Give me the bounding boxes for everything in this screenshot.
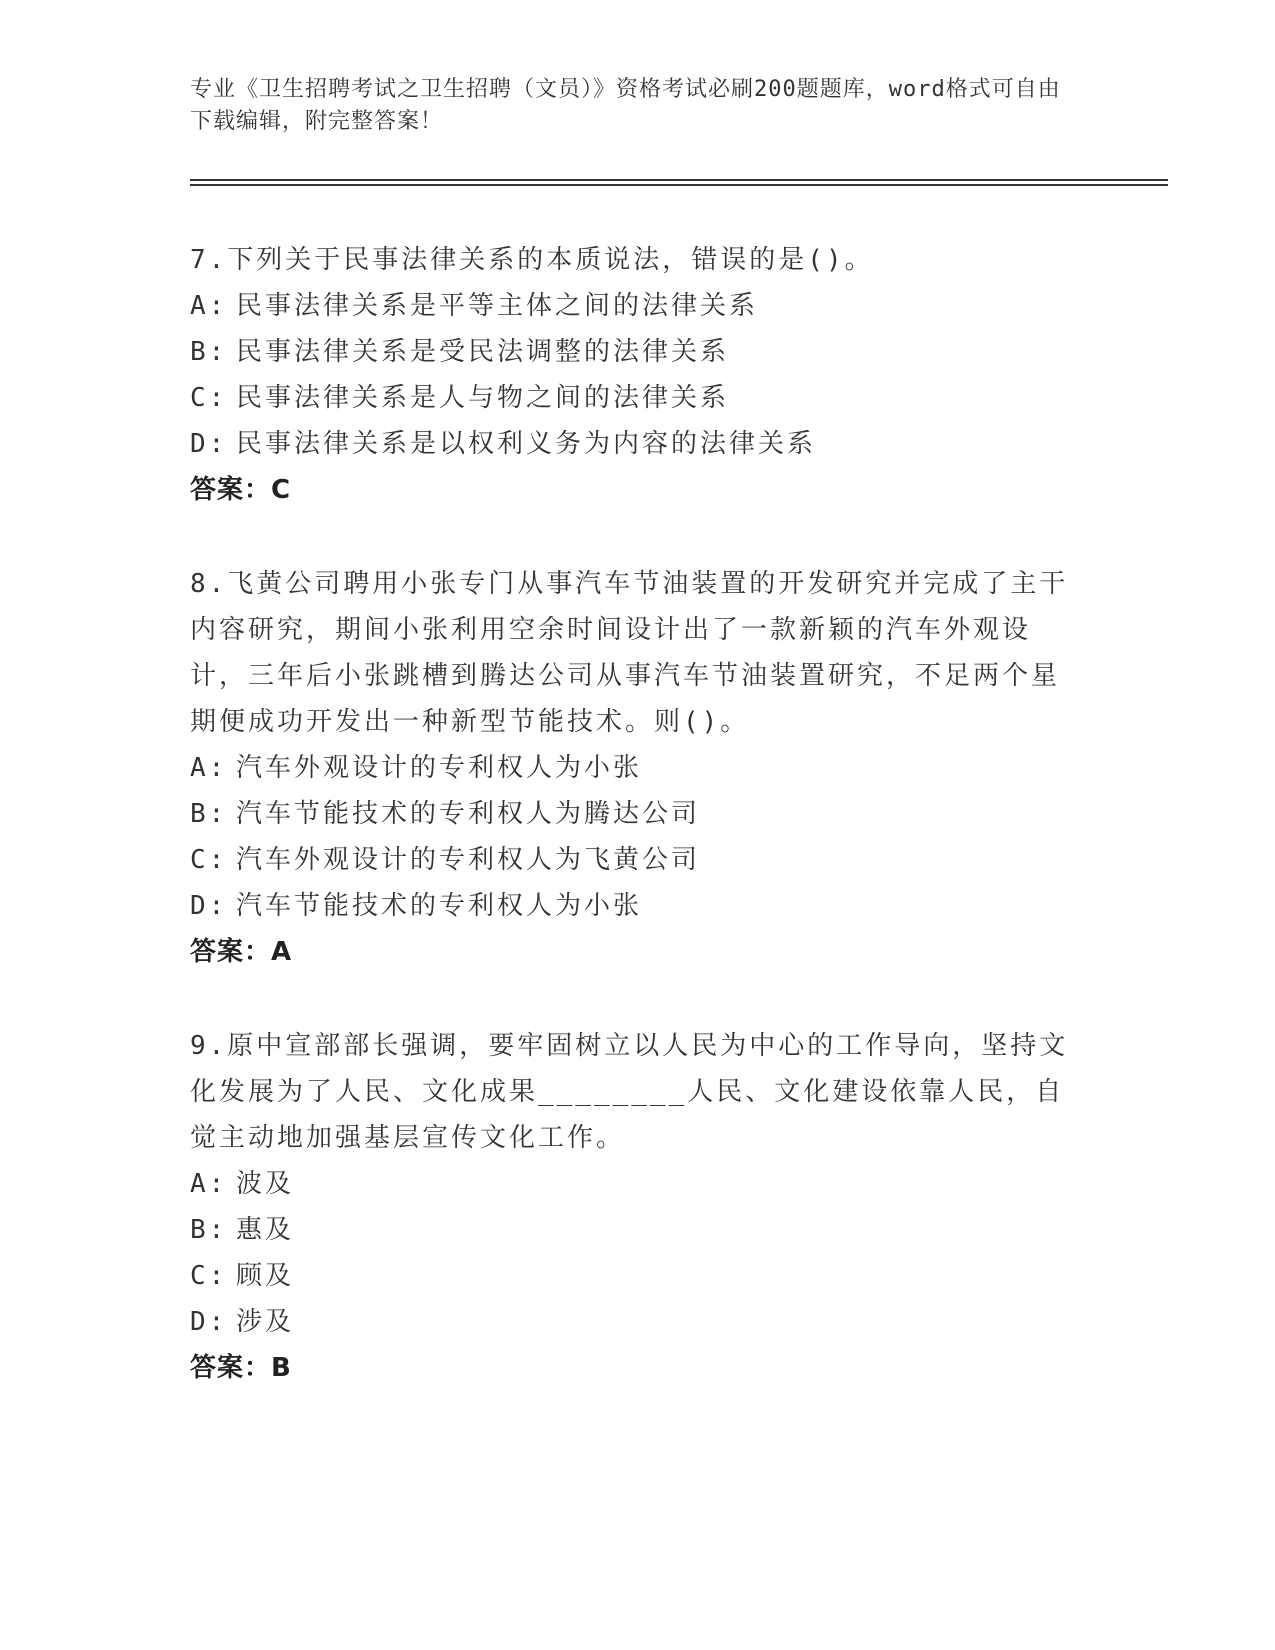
option-text: 波及 xyxy=(236,1169,295,1199)
option-key: D: xyxy=(190,1307,228,1337)
option-b xyxy=(190,329,1070,375)
option-key: B: xyxy=(190,1215,228,1245)
option-key: D: xyxy=(190,429,228,459)
option-key: B: xyxy=(190,799,228,829)
option-d xyxy=(190,883,1070,929)
header-divider-bottom xyxy=(190,184,1168,186)
option-key: A: xyxy=(190,291,228,321)
option-d xyxy=(190,421,1070,467)
option-key: D: xyxy=(190,891,228,921)
question-8 xyxy=(190,561,1070,975)
option-b xyxy=(190,791,1070,837)
option-a xyxy=(190,745,1070,791)
option-text: 汽车外观设计的专利权人为飞黄公司 xyxy=(236,845,701,875)
option-text: 涉及 xyxy=(236,1307,295,1337)
document-header: 专业《卫生招聘考试之卫生招聘（文员）》资格考试必刷200题题库，word格式可自由下载编辑，附完整答案！ xyxy=(190,77,1061,134)
answer-label: 答案：B xyxy=(190,1353,292,1383)
option-b xyxy=(190,1207,1070,1253)
option-key: C: xyxy=(190,845,228,875)
option-text: 顾及 xyxy=(236,1261,295,1291)
option-text: 汽车节能技术的专利权人为腾达公司 xyxy=(236,799,701,829)
option-key: A: xyxy=(190,1169,228,1199)
answer-label: 答案：C xyxy=(190,475,292,505)
option-text: 民事法律关系是以权利义务为内容的法律关系 xyxy=(236,429,817,459)
question-9 xyxy=(190,1023,1070,1391)
option-c xyxy=(190,1253,1070,1299)
option-a xyxy=(190,283,1070,329)
answer-label: 答案：A xyxy=(190,937,293,967)
question-stem: 8.飞黄公司聘用小张专门从事汽车节油装置的开发研究并完成了主干内容研究，期间小张利用空余时间设计出了一款新颖的汽车外观设计，三年后小张跳槽到腾达公司从事汽车节油装置研究，不足两个星期便成功开发出一种新型节能技术。则()。 xyxy=(190,569,1069,737)
option-text: 汽车外观设计的专利权人为小张 xyxy=(236,753,643,783)
option-text: 民事法律关系是受民法调整的法律关系 xyxy=(236,337,730,367)
option-c xyxy=(190,837,1070,883)
option-text: 汽车节能技术的专利权人为小张 xyxy=(236,891,643,921)
option-key: C: xyxy=(190,1261,228,1291)
option-a xyxy=(190,1161,1070,1207)
header-divider-top xyxy=(190,179,1168,181)
option-c xyxy=(190,375,1070,421)
question-7 xyxy=(190,237,1070,513)
option-text: 民事法律关系是人与物之间的法律关系 xyxy=(236,383,730,413)
option-key: A: xyxy=(190,753,228,783)
option-key: B: xyxy=(190,337,228,367)
option-d xyxy=(190,1299,1070,1345)
question-stem: 7.下列关于民事法律关系的本质说法，错误的是()。 xyxy=(190,245,874,275)
option-text: 民事法律关系是平等主体之间的法律关系 xyxy=(236,291,759,321)
question-stem: 9.原中宣部部长强调，要牢固树立以人民为中心的工作导向，坚持文化发展为了人民、文化成果________人民、文化建设依靠人民，自觉主动地加强基层宣传文化工作。 xyxy=(190,1031,1069,1153)
option-text: 惠及 xyxy=(236,1215,295,1245)
option-key: C: xyxy=(190,383,228,413)
